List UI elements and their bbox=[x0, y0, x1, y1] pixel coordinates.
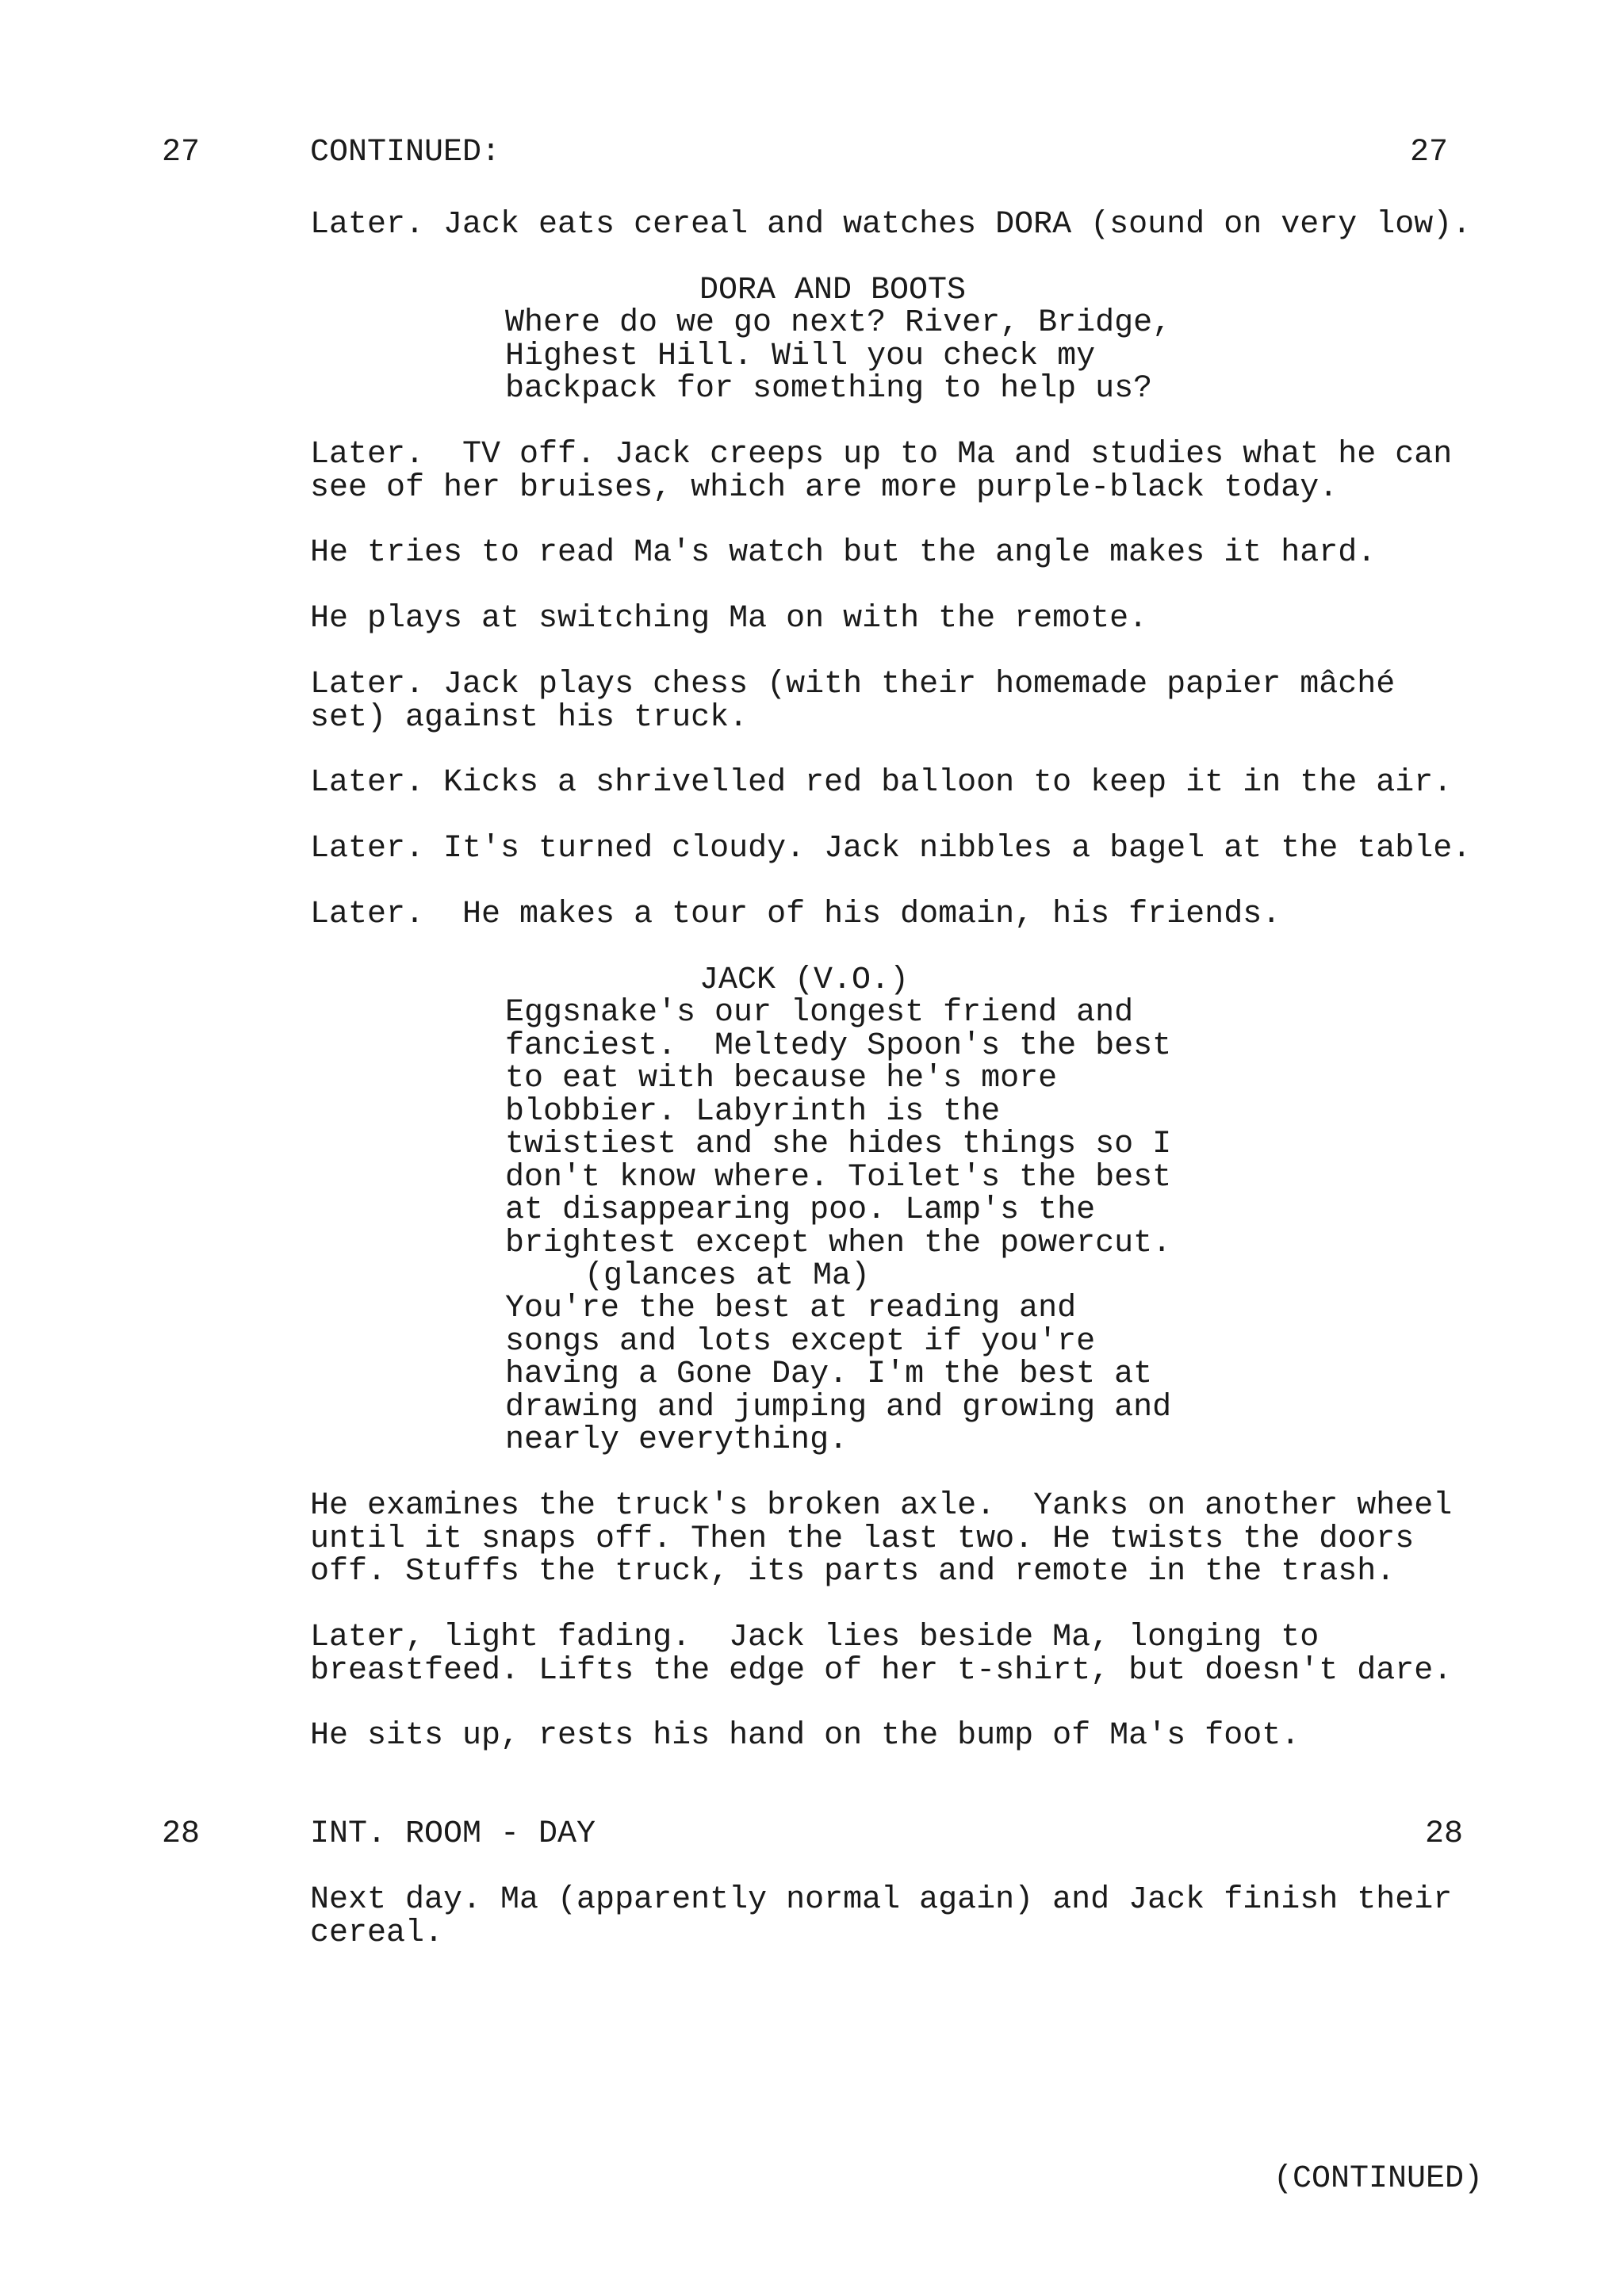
parenthetical: (glances at Ma) bbox=[584, 1258, 871, 1294]
scene-number-right: 27 bbox=[1410, 135, 1449, 170]
dialogue-text: Where do we go next? River, Bridge, Highest Hill. Will you check my backpack for something to help us? bbox=[505, 305, 1172, 407]
action-line: Later. Jack eats cereal and watches DORA (sound on very low). bbox=[310, 207, 1472, 243]
action-line: Later. Kicks a shrivelled red balloon to keep it in the air. bbox=[310, 765, 1453, 801]
dialogue-text: You're the best at reading and songs and lots except if you're having a Gone Day. I'm the best at drawing and jumping and growing and nearly everything. bbox=[505, 1291, 1172, 1458]
scene-number-left: 27 bbox=[162, 135, 201, 170]
character-name: JACK (V.O.) bbox=[699, 962, 910, 998]
action-line: Later. He makes a tour of his domain, his friends. bbox=[310, 897, 1281, 932]
scene-number-left: 28 bbox=[162, 1816, 201, 1852]
action-line: He examines the truck's broken axle. Yanks on another wheel until it snaps off. Then the last two. He twists the doors off. Stuffs the truck, its parts and remote in the trash. bbox=[310, 1488, 1453, 1590]
character-name: DORA AND BOOTS bbox=[699, 273, 967, 308]
continued-footer: (CONTINUED) bbox=[1274, 2161, 1484, 2197]
action-line: He sits up, rests his hand on the bump of Ma's foot. bbox=[310, 1718, 1300, 1754]
action-line: Later. It's turned cloudy. Jack nibbles a bagel at the table. bbox=[310, 831, 1472, 867]
scene-heading: INT. ROOM - DAY bbox=[310, 1816, 596, 1852]
scene-heading: CONTINUED: bbox=[310, 135, 501, 170]
action-line: Later. Jack plays chess (with their homemade papier mâché set) against his truck. bbox=[310, 667, 1396, 736]
action-line: He tries to read Ma's watch but the angle makes it hard. bbox=[310, 535, 1377, 571]
action-line: He plays at switching Ma on with the remote. bbox=[310, 601, 1148, 637]
action-line: Later, light fading. Jack lies beside Ma, longing to breastfeed. Lifts the edge of her t-shirt, but doesn't dare. bbox=[310, 1620, 1453, 1689]
action-line: Later. TV off. Jack creeps up to Ma and studies what he can see of her bruises, which are more purple-black today. bbox=[310, 437, 1453, 506]
scene-number-right: 28 bbox=[1425, 1816, 1464, 1852]
dialogue-text: Eggsnake's our longest friend and fanciest. Meltedy Spoon's the best to eat with because he's more blobbier. Labyrinth is the twistiest and she hides things so I don't know where. Toilet's the best at disappearing poo. Lamp's the brightest except when the powercut. bbox=[505, 995, 1172, 1261]
action-line: Next day. Ma (apparently normal again) and Jack finish their cereal. bbox=[310, 1882, 1453, 1951]
